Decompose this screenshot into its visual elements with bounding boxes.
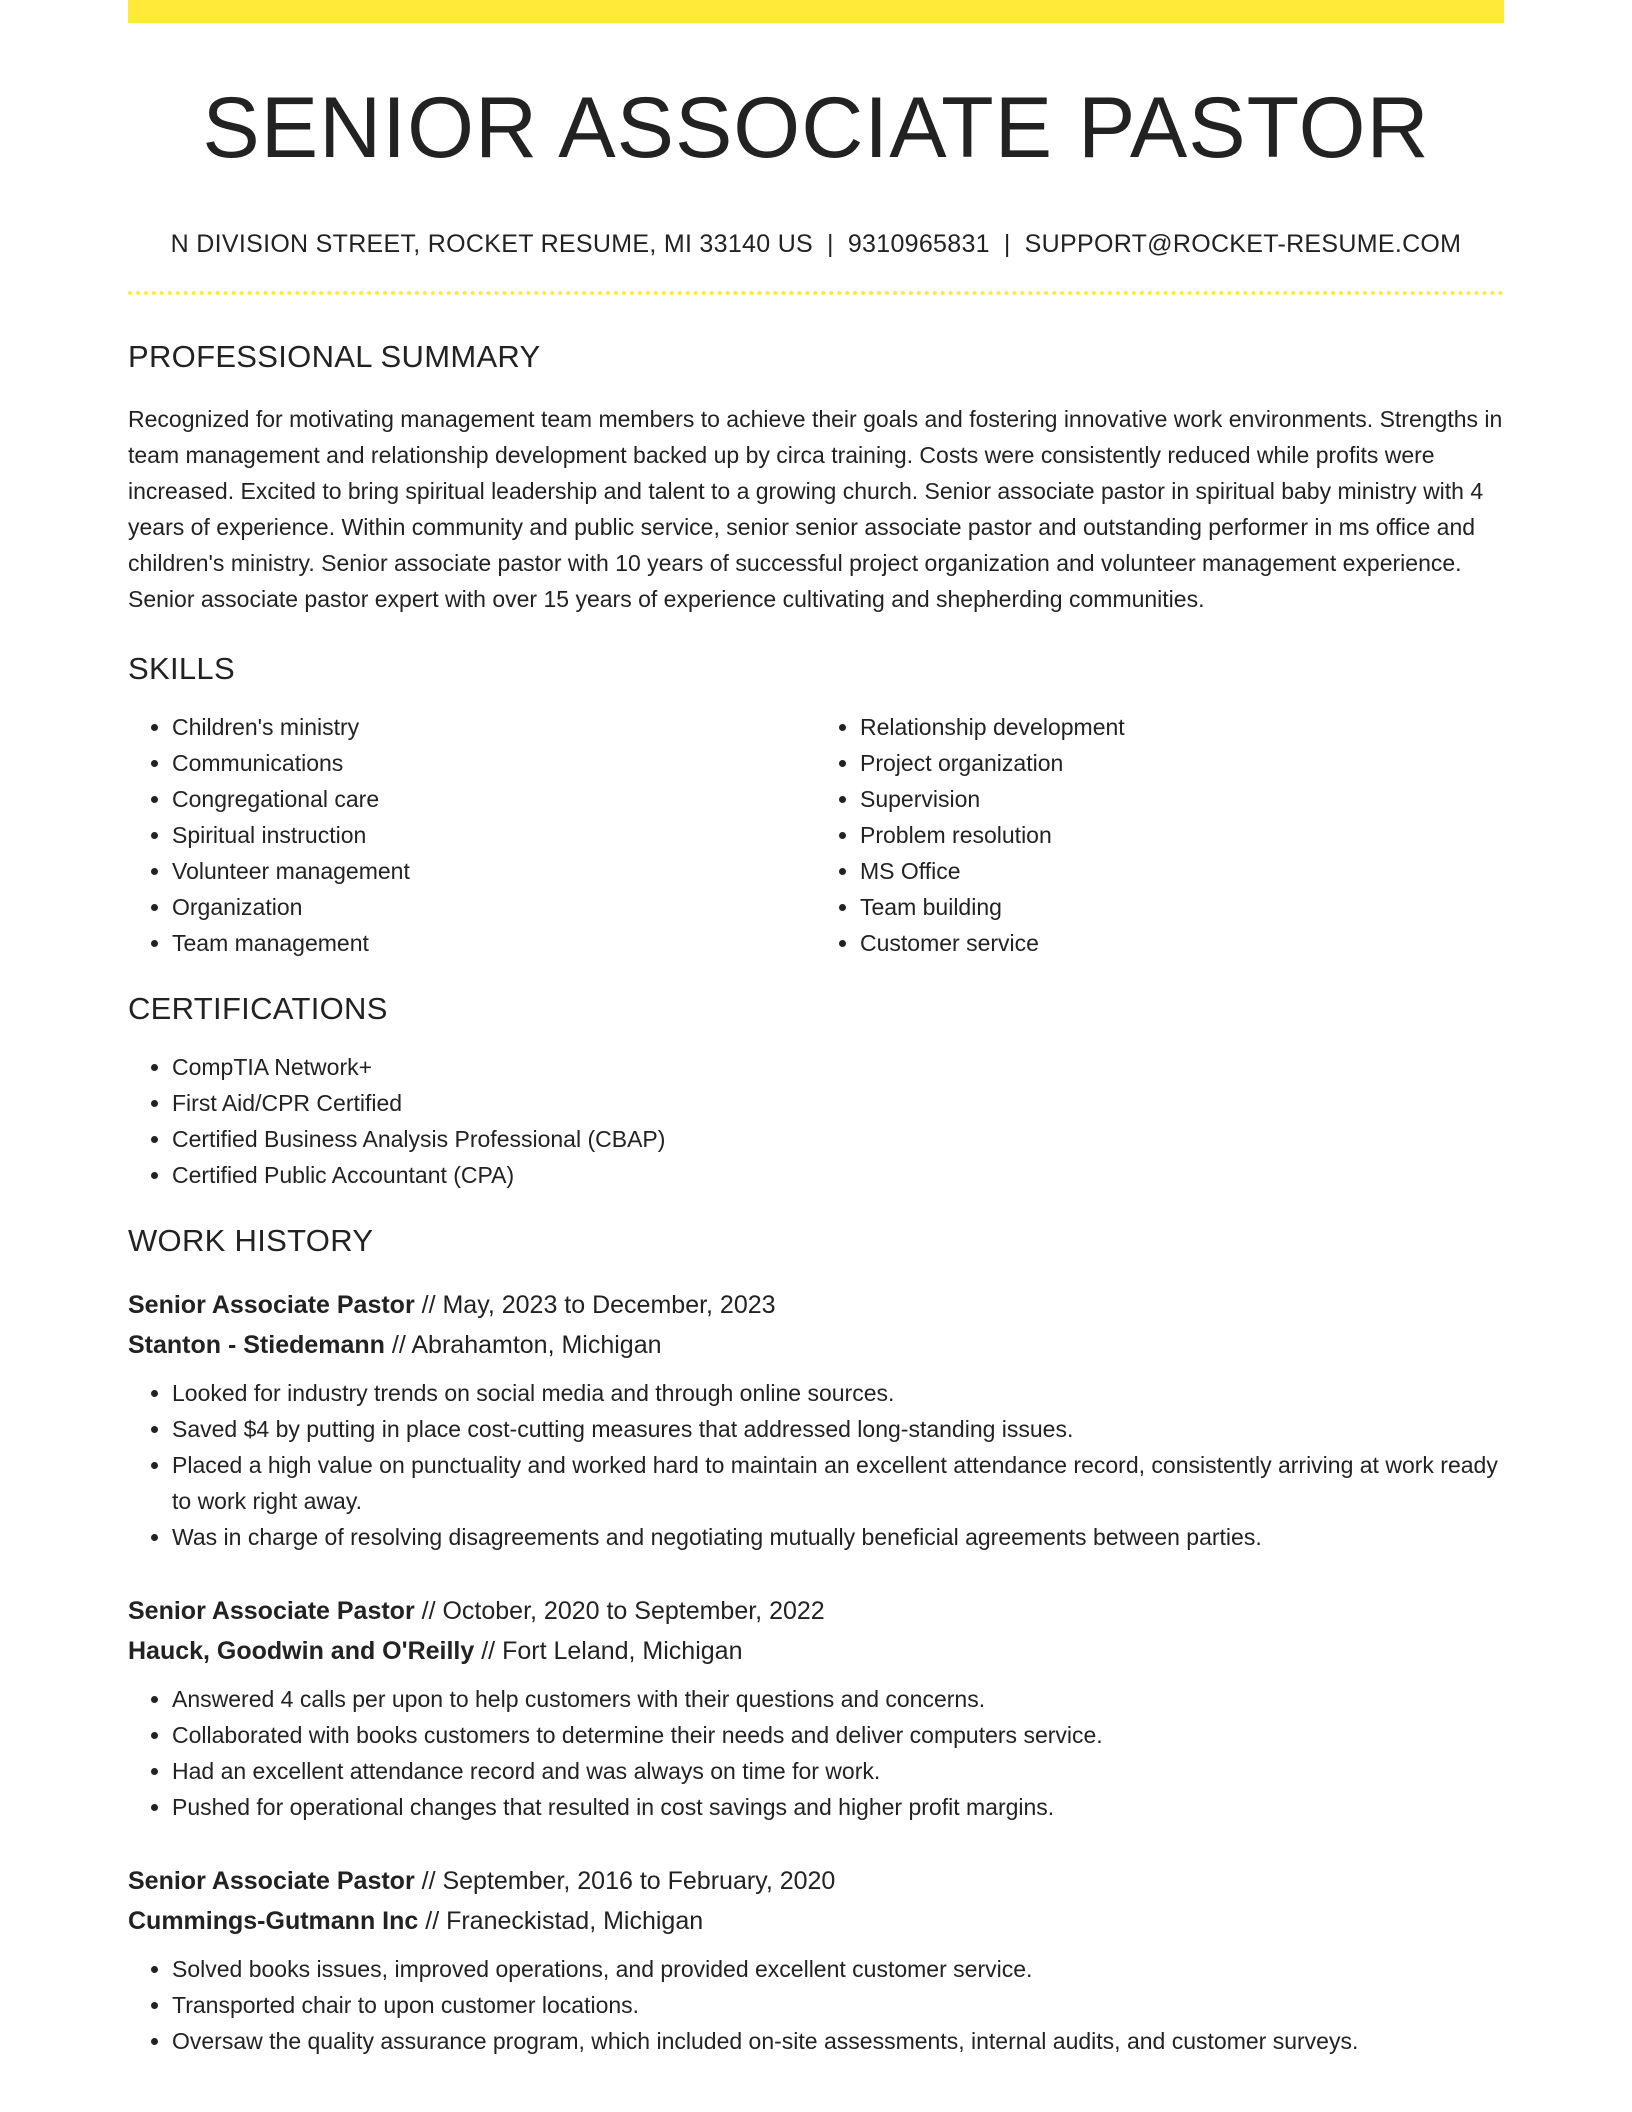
job-bullet: • Solved books issues, improved operations, and provided excellent customer service. xyxy=(172,1951,1504,1987)
job-role: Senior Associate Pastor xyxy=(128,1596,415,1625)
certification-item: • CompTIA Network+ xyxy=(172,1049,1504,1085)
job-company: Stanton - Stiedemann xyxy=(128,1330,385,1359)
contact-address: N DIVISION STREET, ROCKET RESUME, MI 33140 US xyxy=(170,229,814,258)
job-dates: // September, 2016 to February, 2020 xyxy=(421,1866,836,1895)
job-location: // Abrahamton, Michigan xyxy=(391,1330,662,1359)
contact-line xyxy=(128,230,1504,259)
contact-phone: 9310965831 xyxy=(847,229,990,258)
skill-item: • Organization xyxy=(172,889,816,925)
job-bullet: • Had an excellent attendance record and was always on time for work. xyxy=(172,1753,1504,1789)
skill-item: • Relationship development xyxy=(860,709,1504,745)
skill-item: • Team management xyxy=(172,925,816,961)
job-entry xyxy=(128,1591,1504,1825)
skill-item: • MS Office xyxy=(860,853,1504,889)
contact-separator: | xyxy=(1003,229,1011,258)
job-bullet: • Transported chair to upon customer locations. xyxy=(172,1987,1504,2023)
job-bullet: • Answered 4 calls per upon to help customers with their questions and concerns. xyxy=(172,1681,1504,1717)
job-bullet: • Placed a high value on punctuality and worked hard to maintain an excellent attendance record, consistently arriving at work ready to work right away. xyxy=(172,1447,1504,1519)
skills-left-list xyxy=(128,709,816,961)
job-location: // Franeckistad, Michigan xyxy=(425,1906,704,1935)
job-dates: // October, 2020 to September, 2022 xyxy=(421,1596,825,1625)
job-company-line xyxy=(128,1901,1504,1941)
job-bullet: • Oversaw the quality assurance program, which included on-site assessments, internal audits, and customer surveys. xyxy=(172,2023,1504,2059)
job-entry xyxy=(128,1285,1504,1555)
job-company-line xyxy=(128,1325,1504,1365)
job-bullets xyxy=(128,1681,1504,1825)
job-bullet: • Was in charge of resolving disagreements and negotiating mutually beneficial agreements between parties. xyxy=(172,1519,1504,1555)
job-bullet: • Collaborated with books customers to determine their needs and deliver computers service. xyxy=(172,1717,1504,1753)
job-bullets xyxy=(128,1951,1504,2059)
certifications-heading: CERTIFICATIONS xyxy=(128,990,388,1026)
skill-item: • Team building xyxy=(860,889,1504,925)
certification-item: • Certified Business Analysis Professional (CBAP) xyxy=(172,1121,1504,1157)
certification-item: • First Aid/CPR Certified xyxy=(172,1085,1504,1121)
skills-right-list xyxy=(816,709,1504,961)
job-company: Hauck, Goodwin and O'Reilly xyxy=(128,1636,475,1665)
job-bullet: • Pushed for operational changes that resulted in cost savings and higher profit margins. xyxy=(172,1789,1504,1825)
work-history-heading: WORK HISTORY xyxy=(128,1222,374,1258)
certifications-list xyxy=(128,1049,1504,1193)
contact-email[interactable]: SUPPORT@ROCKET-RESUME.COM xyxy=(1024,229,1462,258)
job-entry xyxy=(128,1861,1504,2059)
job-role: Senior Associate Pastor xyxy=(128,1290,415,1319)
skill-item: • Children's ministry xyxy=(172,709,816,745)
skill-item: • Problem resolution xyxy=(860,817,1504,853)
job-title-line xyxy=(128,1285,1504,1325)
resume-name: SENIOR ASSOCIATE PASTOR xyxy=(202,80,1430,176)
skill-item: • Congregational care xyxy=(172,781,816,817)
job-title-line xyxy=(128,1591,1504,1631)
certification-item: • Certified Public Accountant (CPA) xyxy=(172,1157,1504,1193)
skill-item: • Customer service xyxy=(860,925,1504,961)
contact-separator: | xyxy=(827,229,834,258)
job-bullet: • Looked for industry trends on social media and through online sources. xyxy=(172,1375,1504,1411)
skill-item: • Volunteer management xyxy=(172,853,816,889)
job-bullet: • Saved $4 by putting in place cost-cutting measures that addressed long-standing issues. xyxy=(172,1411,1504,1447)
resume-page xyxy=(128,0,1504,2059)
header-divider xyxy=(128,291,1504,295)
skill-item: • Communications xyxy=(172,745,816,781)
job-location: // Fort Leland, Michigan xyxy=(481,1636,743,1665)
job-bullets xyxy=(128,1375,1504,1555)
top-accent-bar xyxy=(128,0,1504,23)
job-company: Cummings-Gutmann Inc xyxy=(128,1906,419,1935)
skills-columns xyxy=(128,709,1504,961)
job-company-line xyxy=(128,1631,1504,1671)
skill-item: • Supervision xyxy=(860,781,1504,817)
job-title-line xyxy=(128,1861,1504,1901)
skill-item: • Spiritual instruction xyxy=(172,817,816,853)
job-dates: // May, 2023 to December, 2023 xyxy=(421,1290,776,1319)
skill-item: • Project organization xyxy=(860,745,1504,781)
skills-heading: SKILLS xyxy=(128,650,235,686)
job-role: Senior Associate Pastor xyxy=(128,1866,415,1895)
summary-text: Recognized for motivating management team members to achieve their goals and fostering innovative work environments. Strengths in team management and relationship development backed up by circa training. Costs were consistently reduced while profits were increased. Excited to bring spiritual leadership and talent to a growing church. Senior associate pastor in spiritual baby ministry with 4 years of experience. Within community and public service, senior senior associate pastor and outstanding performer in ms office and children's ministry. Senior associate pastor with 10 years of successful project organization and volunteer management experience. Senior associate pastor expert with over 15 years of experience cultivating and shepherding communities. xyxy=(128,405,1503,612)
summary-heading: PROFESSIONAL SUMMARY xyxy=(128,338,541,374)
